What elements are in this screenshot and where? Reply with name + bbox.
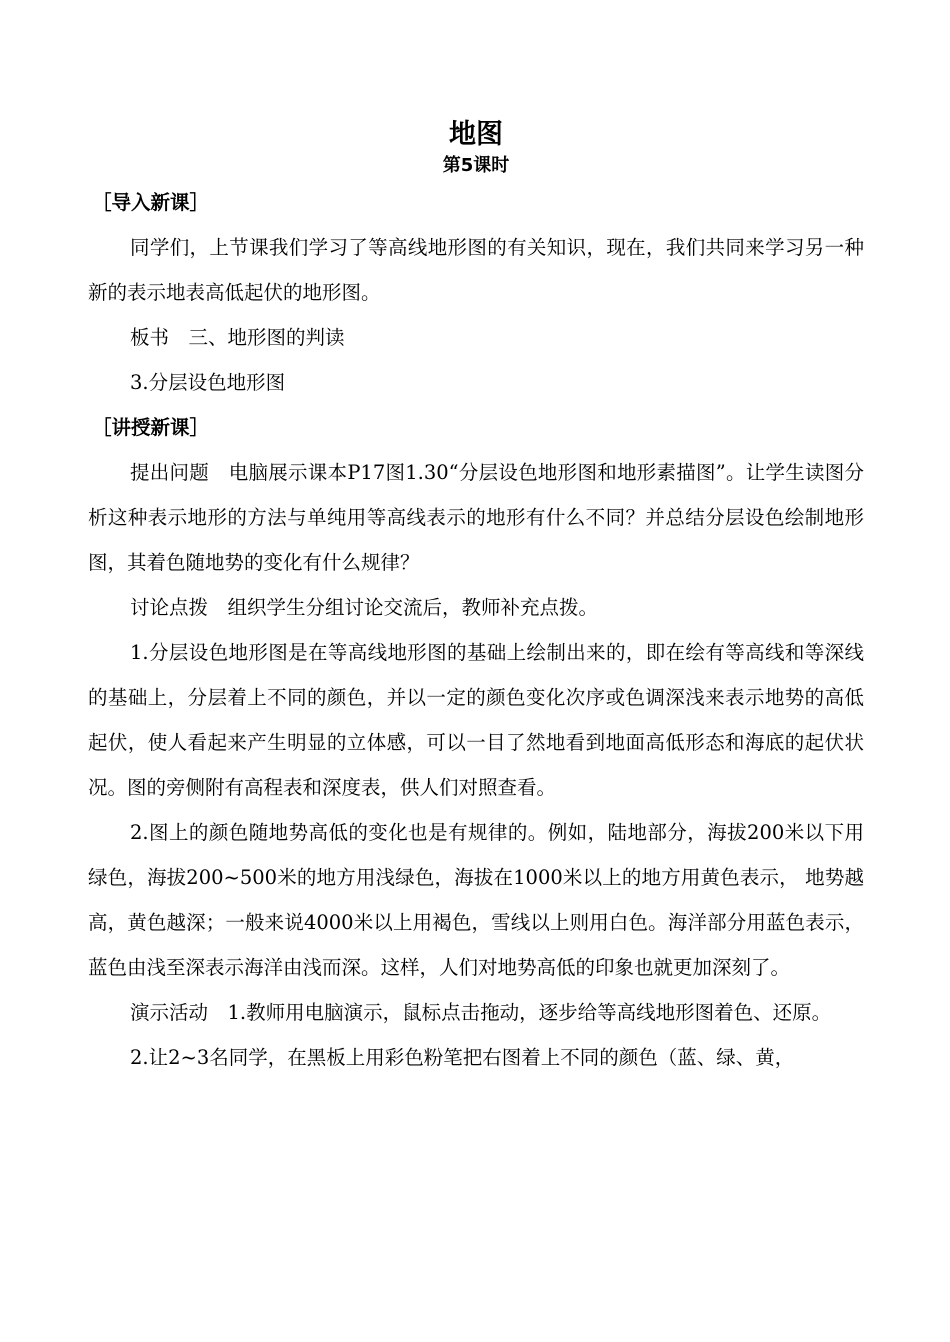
document-title: 地图 [449,119,503,150]
paragraph: 2.图上的颜色随地势高低的变化也是有规律的。例如，陆地部分，海拔200米以下用绿色，海拔200~500米的地方用浅绿色，海拔在1000米以上的地方用黄色表示， 地势越高，黄色越深；一般来说4000米以上用褐色，雪线以上则用白色。海洋部分用蓝色表示，蓝色由浅至深表示海洋由浅而深。这样，人们对地势高低的印象也就更加深刻了。 [88,821,864,979]
paragraph: 提出问题 电脑展示课本P17图1.30“分层设色地形图和地形素描图”。让学生读图分析这种表示地形的方法与单纯用等高线表示的地形有什么不同？并总结分层设色绘制地形图，其着色随地势的变化有什么规律？ [88,461,864,574]
paragraph: 演示活动 1.教师用电脑演示，鼠标点击拖动，逐步给等高线地形图着色、还原。 [130,1001,832,1024]
paragraph: 1.分层设色地形图是在等高线地形图的基础上绘制出来的，即在绘有等高线和等深线的基础上，分层着上不同的颜色，并以一定的颜色变化次序或色调深浅来表示地势的高低起伏，使人看起来产生明显的立体感，可以一目了然地看到地面高低形态和海底的起伏状况。图的旁侧附有高程表和深度表，供人们对照查看。 [88,641,864,799]
paragraph: 板书 三、地形图的判读 [130,326,345,349]
section-heading-teaching: ［讲授新课］ [92,416,210,439]
paragraph: 3.分层设色地形图 [130,371,286,394]
section-heading-intro: ［导入新课］ [92,191,210,214]
document-body [88,180,864,1080]
paragraph: 同学们，上节课我们学习了等高线地形图的有关知识，现在，我们共同来学习另一种新的表示地表高低起伏的地形图。 [88,236,864,304]
paragraph: 讨论点拨 组织学生分组讨论交流后，教师补充点拨。 [130,596,599,619]
paragraph: 2.让2~3名同学，在黑板上用彩色粉笔把右图着上不同的颜色（蓝、绿、黄， [130,1046,795,1069]
lesson-subtitle: 第5课时 [442,155,510,176]
